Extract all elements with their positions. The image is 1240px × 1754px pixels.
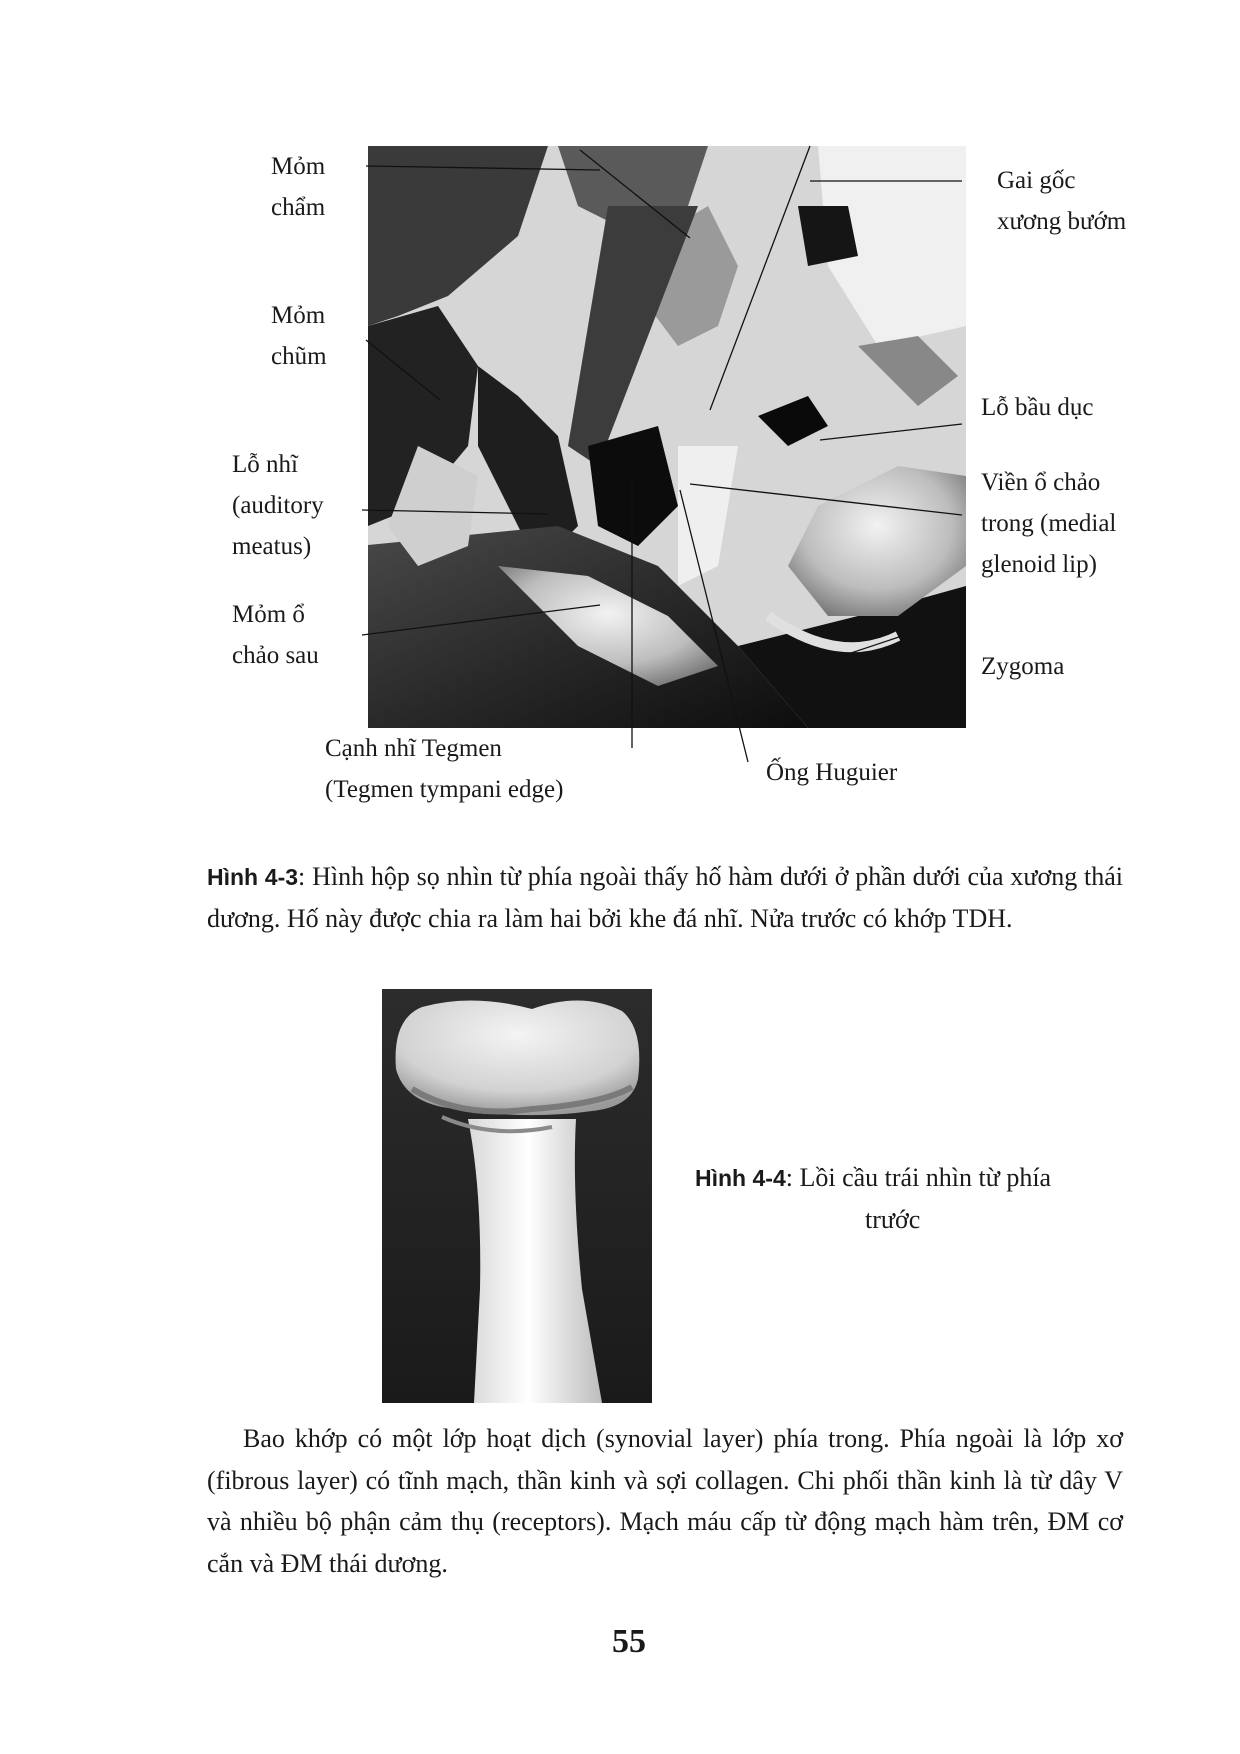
label-line: (Tegmen tympani edge) — [325, 776, 564, 803]
label-canh-nhi-tegmen — [325, 728, 563, 810]
label-ong-huguier — [766, 752, 897, 793]
figure-4-4-caption — [695, 1157, 1115, 1240]
label-lo-nhi — [232, 444, 324, 567]
label-gai-goc-xuong-buom — [997, 160, 1126, 242]
label-line: xương bướm — [997, 208, 1127, 235]
label-zygoma — [981, 646, 1064, 687]
label-line: glenoid lip) — [981, 551, 1097, 578]
label-line: trong (medial — [981, 510, 1117, 537]
label-line: (auditory — [232, 492, 324, 519]
figure-4-4-caption-line1: : Lồi cầu trái nhìn từ phía — [785, 1163, 1052, 1192]
label-lo-bau-duc — [981, 387, 1093, 428]
label-line: chẩm — [271, 194, 326, 221]
label-line: Ống Huguier — [766, 759, 898, 786]
page-number: 55 — [612, 1623, 646, 1660]
figure-4-3-caption-label: Hình 4-3 — [207, 864, 299, 890]
label-line: Lỗ nhĩ — [232, 451, 298, 478]
body-paragraph — [207, 1418, 1123, 1584]
label-line: Mỏm ổ — [232, 601, 305, 628]
label-line: Mỏm — [271, 302, 326, 329]
label-line: Mỏm — [271, 153, 326, 180]
label-line: Gai gốc — [997, 167, 1076, 194]
body-paragraph-text: Bao khớp có một lớp hoạt dịch (synovial layer) phía trong. Phía ngoài là lớp xơ (fibrous layer) có tĩnh mạch, thần kinh và sợi collagen. Chi phối thần kinh là từ dây V và nhiều bộ phận cảm thụ (receptors). Mạch máu cấp từ động mạch hàm trên, ĐM cơ cắn và ĐM thái dương. — [207, 1424, 1123, 1578]
figure-4-3-caption-text: : Hình hộp sọ nhìn từ phía ngoài thấy hố hàm dưới ở phần dưới của xương thái dương. Hố này được chia ra làm hai bởi khe đá nhĩ. Nửa trước có khớp TDH. — [207, 862, 1124, 933]
label-line: chũm — [271, 343, 327, 370]
skull-base-photo — [358, 146, 966, 728]
figure-4-4-caption-line2: trước — [865, 1205, 921, 1234]
label-mom-cham — [271, 146, 325, 228]
label-mom-o-chao-sau — [232, 594, 319, 676]
label-line: Lỗ bầu dục — [981, 394, 1094, 421]
figure-4-4-caption-label: Hình 4-4 — [695, 1165, 786, 1191]
label-line: chảo sau — [232, 642, 319, 669]
condyle-photo — [382, 989, 652, 1403]
label-line: Viền ổ chảo — [981, 469, 1101, 496]
label-line: meatus) — [232, 533, 312, 560]
label-vien-o-chao-trong — [981, 462, 1116, 585]
label-line: Zygoma — [981, 653, 1065, 680]
figure-4-3-caption — [207, 856, 1123, 939]
label-mom-chum — [271, 295, 327, 377]
label-line: Cạnh nhĩ Tegmen — [325, 735, 502, 762]
